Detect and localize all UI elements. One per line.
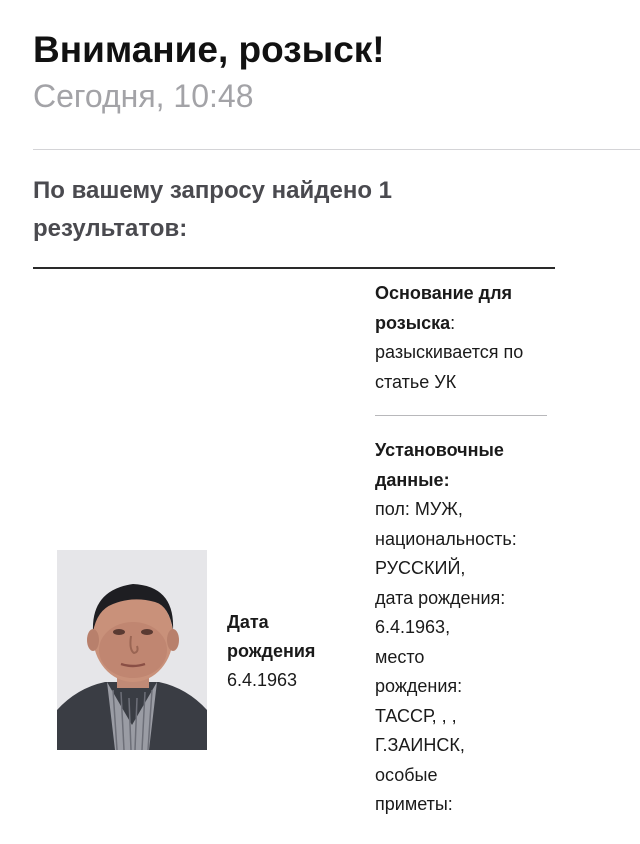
birth-date-value: 6.4.1963 bbox=[227, 670, 298, 690]
search-result-summary: По вашему запросу найдено 1 результатов: bbox=[33, 177, 393, 242]
identification-line: место bbox=[375, 646, 425, 667]
identification-line: РУССКИЙ, bbox=[375, 558, 466, 578]
identification-line: Г.ЗАИНСК, bbox=[375, 735, 465, 755]
identification-line: приметы: bbox=[375, 794, 453, 814]
details-divider bbox=[375, 415, 547, 416]
identification-line: ТАССР, , , bbox=[375, 705, 457, 726]
identification-lines bbox=[375, 495, 565, 820]
identification-line: пол: МУЖ, bbox=[375, 499, 463, 519]
wanted-details bbox=[375, 279, 565, 820]
birth-date-block bbox=[227, 608, 357, 695]
message-timestamp: Сегодня, 10:48 bbox=[33, 78, 254, 114]
identification-line: дата рождения: bbox=[375, 587, 506, 608]
wanted-reason-value: разыскивается по статье УК bbox=[375, 342, 524, 392]
wanted-reason-label: Основание для розыска bbox=[375, 283, 513, 333]
suspect-photo bbox=[57, 550, 207, 750]
identification-label: Установочные данные: bbox=[375, 440, 504, 490]
results-divider bbox=[33, 267, 555, 269]
identification-line: особые bbox=[375, 764, 438, 785]
identification-line: национальность: bbox=[375, 528, 517, 549]
message-title: Внимание, розыск! bbox=[33, 29, 385, 70]
wanted-reason-colon: : bbox=[450, 312, 456, 333]
identification-line: 6.4.1963, bbox=[375, 617, 451, 637]
birth-date-label: Дата рождения bbox=[227, 612, 316, 661]
identification-line: рождения: bbox=[375, 676, 463, 696]
header-divider bbox=[33, 149, 640, 150]
wanted-reason bbox=[375, 279, 565, 338]
